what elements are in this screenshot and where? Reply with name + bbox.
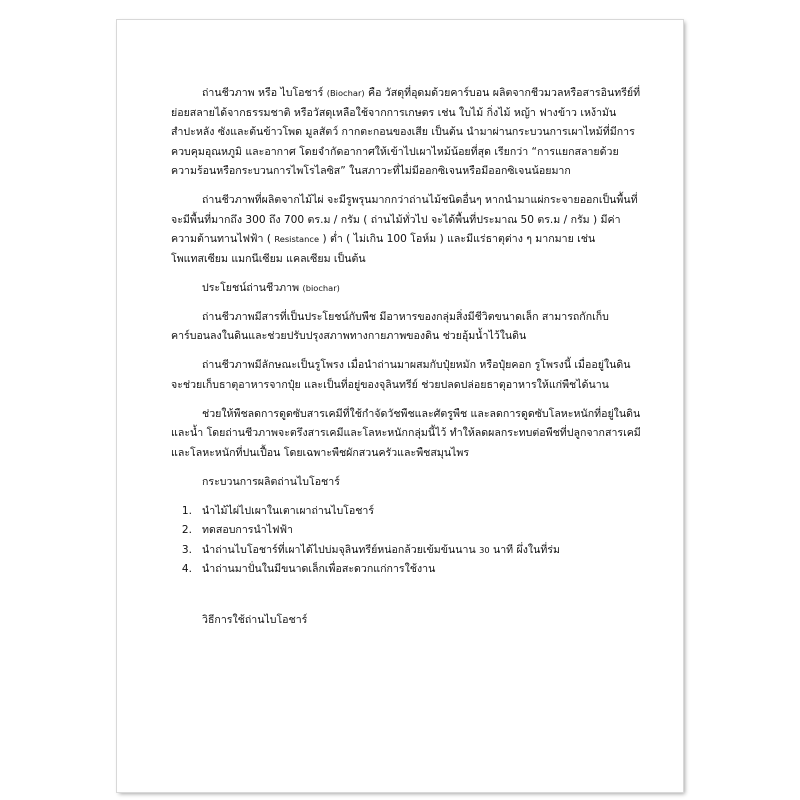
- latin-text: (Biochar): [326, 88, 365, 98]
- latin-text: Resistance: [274, 234, 320, 244]
- latin-text: (biochar): [302, 282, 340, 293]
- latin-text: 30: [479, 544, 490, 555]
- step-text: [202, 541, 560, 561]
- text-run: ถ่านชีวภาพ หรือ ไบโอชาร์: [202, 87, 327, 99]
- benefit-paragraph: ช่วยให้พืชลดการดูดซับสารเคมีที่ใช้กำจัดวัชพืชและศัตรูพืช และลดการดูดซับโลหะหนักที่อยู่ในดินและน้ำ โดยถ่านชีวภาพจะตรึงสารเคมีและโลหะหนักกลุ่มนี้ไว้ ทำให้ลดผลกระทบต่อพืชที่ปลูกจากสารเคมีและโลหะหนักที่ปนเปื้อน โดยเฉพาะพืชผักสวนครัวและพืชสมุนไพร: [171, 407, 641, 459]
- text-run: ทดสอบการนำไฟฟ้า: [202, 524, 293, 536]
- step-number: 4.: [181, 563, 192, 575]
- step-text: [202, 521, 293, 541]
- process-heading: กระบวนการผลิตถ่านไบโอชาร์: [202, 475, 340, 488]
- process-step: [171, 521, 641, 541]
- usage-heading: วิธีการใช้ถ่านไบโอชาร์: [202, 613, 308, 626]
- benefit-paragraph: ถ่านชีวภาพมีสารที่เป็นประโยชน์กับพืช มีอาหารของกลุ่มสิ่งมีชีวิตขนาดเล็ก สามารถกักเก็บคาร์บอนลงในดินและช่วยปรับปรุงสภาพทางกายภาพของดิน ช่วยอุ้มน้ำไว้ในดิน: [171, 310, 609, 342]
- step-number: 1.: [181, 504, 192, 517]
- body-paragraph: [171, 191, 641, 269]
- benefit-paragraph: ถ่านชีวภาพมีลักษณะเป็นรูโพรง เมื่อนำถ่านมาผสมกับปุ๋ยหมัก หรือปุ๋ยคอก รูโพรงนี้ เมื่ออยู่ในดินจะช่วยเก็บธาตุอาหารจากปุ๋ย และเป็นที่อยู่ของจุลินทรีย์ ช่วยปลดปล่อยธาตุอาหารให้แก่พืชได้นาน: [171, 359, 631, 391]
- body-paragraph: [171, 84, 641, 182]
- process-step: [171, 502, 641, 522]
- process-step: [171, 560, 641, 580]
- process-steps-list: [171, 502, 641, 580]
- step-number: 3.: [181, 543, 192, 556]
- text-run: คือ วัสดุที่อุดมด้วยคาร์บอน ผลิตจากชีวมวลหรือสารอินทรีย์ที่ย่อยสลายได้จากธรรมชาติ หรือวัสดุเหลือใช้จากการเกษตร เช่น ใบไม้ กิ่งไม้ หญ้า ฟางข้าว เหง้ามันสำปะหลัง ซังและต้นข้าวโพด มูลสัตว์ กากตะกอนของเสีย เป็นต้น นำมาผ่านกระบวนการเผาไหม้ที่มีการควบคุมอุณหภูมิ และอากาศ โดยจำกัดอากาศให้เข้าไปเผาไหม้น้อยที่สุด เรียกว่า “การแยกสลายด้วยความร้อนหรือกระบวนการไพโรไลซิส” ในสภาวะที่ไม่มีออกซิเจนหรือมีออกซิเจนน้อยมาก: [171, 87, 641, 177]
- document-body: [171, 84, 641, 640]
- step-text: [202, 502, 374, 522]
- text-run: ประโยชน์ถ่านชีวภาพ: [202, 281, 303, 294]
- process-step: [171, 541, 641, 561]
- step-text: [202, 560, 435, 580]
- text-run: นาที ผึ่งในที่ร่ม: [489, 543, 560, 556]
- step-number: 2.: [181, 524, 192, 536]
- text-run: นำถ่านไบโอชาร์ที่เผาได้ไปบ่มจุลินทรีย์หน่อกล้วยเข้มข้นนาน: [202, 543, 480, 556]
- benefits-heading: [171, 279, 641, 299]
- benefits-section: [171, 308, 641, 464]
- text-run: นำถ่านมาปั่นในมีขนาดเล็กเพื่อสะดวกแก่การใช้งาน: [202, 563, 436, 575]
- text-run: ถ่านชีวภาพที่ผลิตจากไม้ไผ่ จะมีรูพรุนมากกว่าถ่านไม้ชนิดอื่นๆ หากนำมาแผ่กระจายออกเป็นพื้นที่ จะมีพื้นที่มากถึง 300 ถึง 700 ตร.ม / กรัม ( ถ่านไม้ทั่วไป จะได้พื้นที่ประมาณ 50 ตร.ม / กรัม ) มีค่าความต้านทานไฟฟ้า (: [171, 194, 638, 245]
- text-run: นำไม้ไผ่ไปเผาในเตาเผาถ่านไบโอชาร์: [202, 504, 375, 517]
- text-run: ) ต่ำ ( ไม่เกิน 100 โอห์ม ) และมีแร่ธาตุต่าง ๆ มากมาย เช่น โพแทสเซียม แมกนีเซียม แคลเซียม เป็นต้น: [171, 233, 596, 265]
- document-page: [117, 20, 683, 792]
- intro-section: [171, 84, 641, 269]
